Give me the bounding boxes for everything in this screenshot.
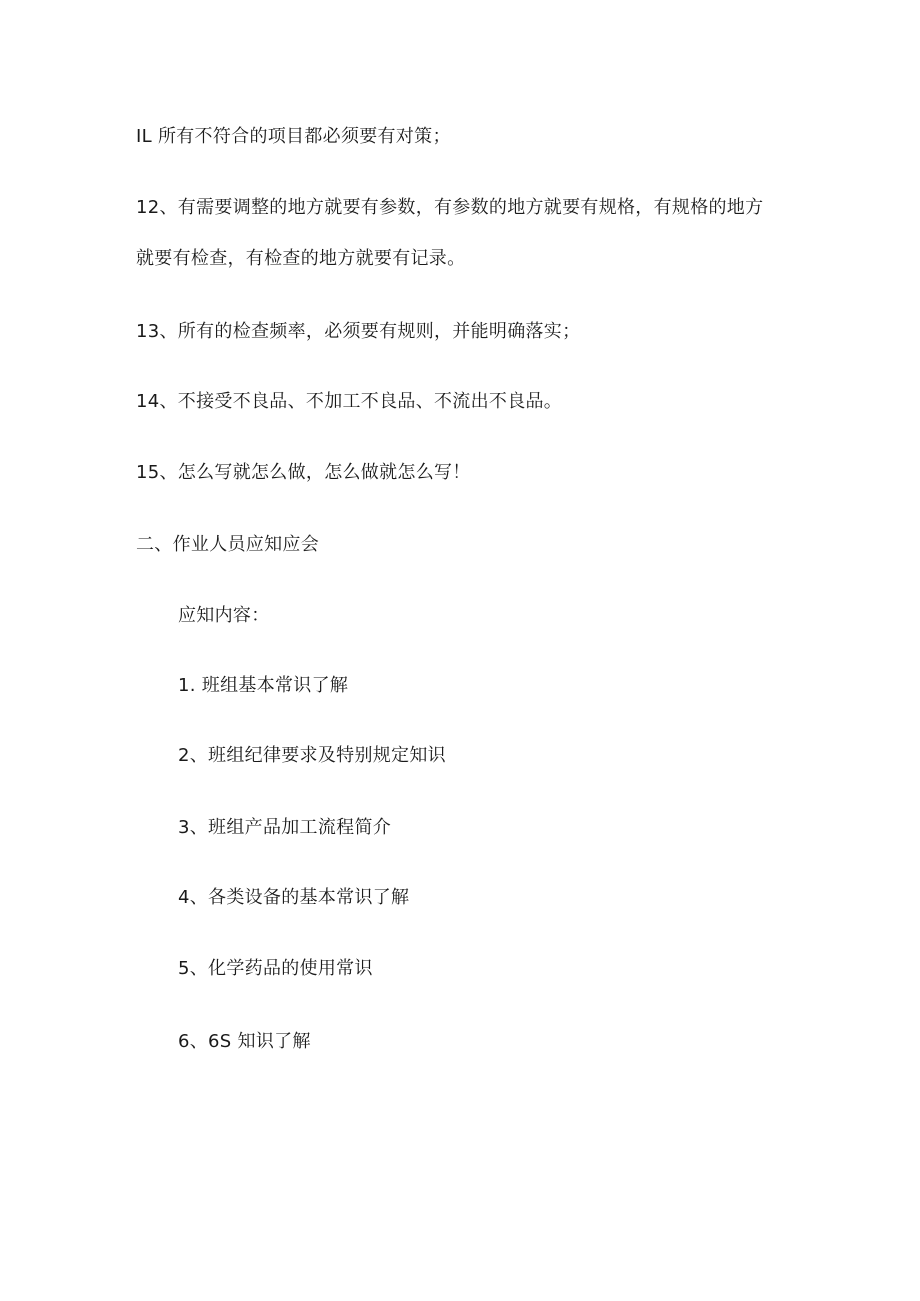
rule-item-13: 13、所有的检查频率，必须要有规则，并能明确落实； — [136, 321, 581, 342]
rule-item-15: 15、怎么写就怎么做，怎么做就怎么写！ — [136, 462, 471, 483]
section-subheading: 应知内容： — [178, 605, 270, 626]
rule-item-12-line-1: 12、有需要调整的地方就要有参数，有参数的地方就要有规格，有规格的地方 — [136, 197, 764, 218]
rule-item-11: IL 所有不符合的项目都必须要有对策； — [136, 126, 451, 147]
knowledge-item-2: 2、班组纪律要求及特别规定知识 — [178, 745, 446, 766]
knowledge-item-4: 4、各类设备的基本常识了解 — [178, 887, 410, 908]
section-heading: 二、作业人员应知应会 — [136, 534, 319, 555]
knowledge-item-3: 3、班组产品加工流程简介 — [178, 817, 392, 838]
knowledge-item-1: 1. 班组基本常识了解 — [178, 675, 349, 696]
knowledge-item-6: 6、6S 知识了解 — [178, 1031, 311, 1052]
knowledge-item-5: 5、化学药品的使用常识 — [178, 958, 373, 979]
rule-item-12-line-2: 就要有检查，有检查的地方就要有记录。 — [136, 248, 466, 269]
rule-item-14: 14、不接受不良品、不加工不良品、不流出不良品。 — [136, 391, 563, 412]
